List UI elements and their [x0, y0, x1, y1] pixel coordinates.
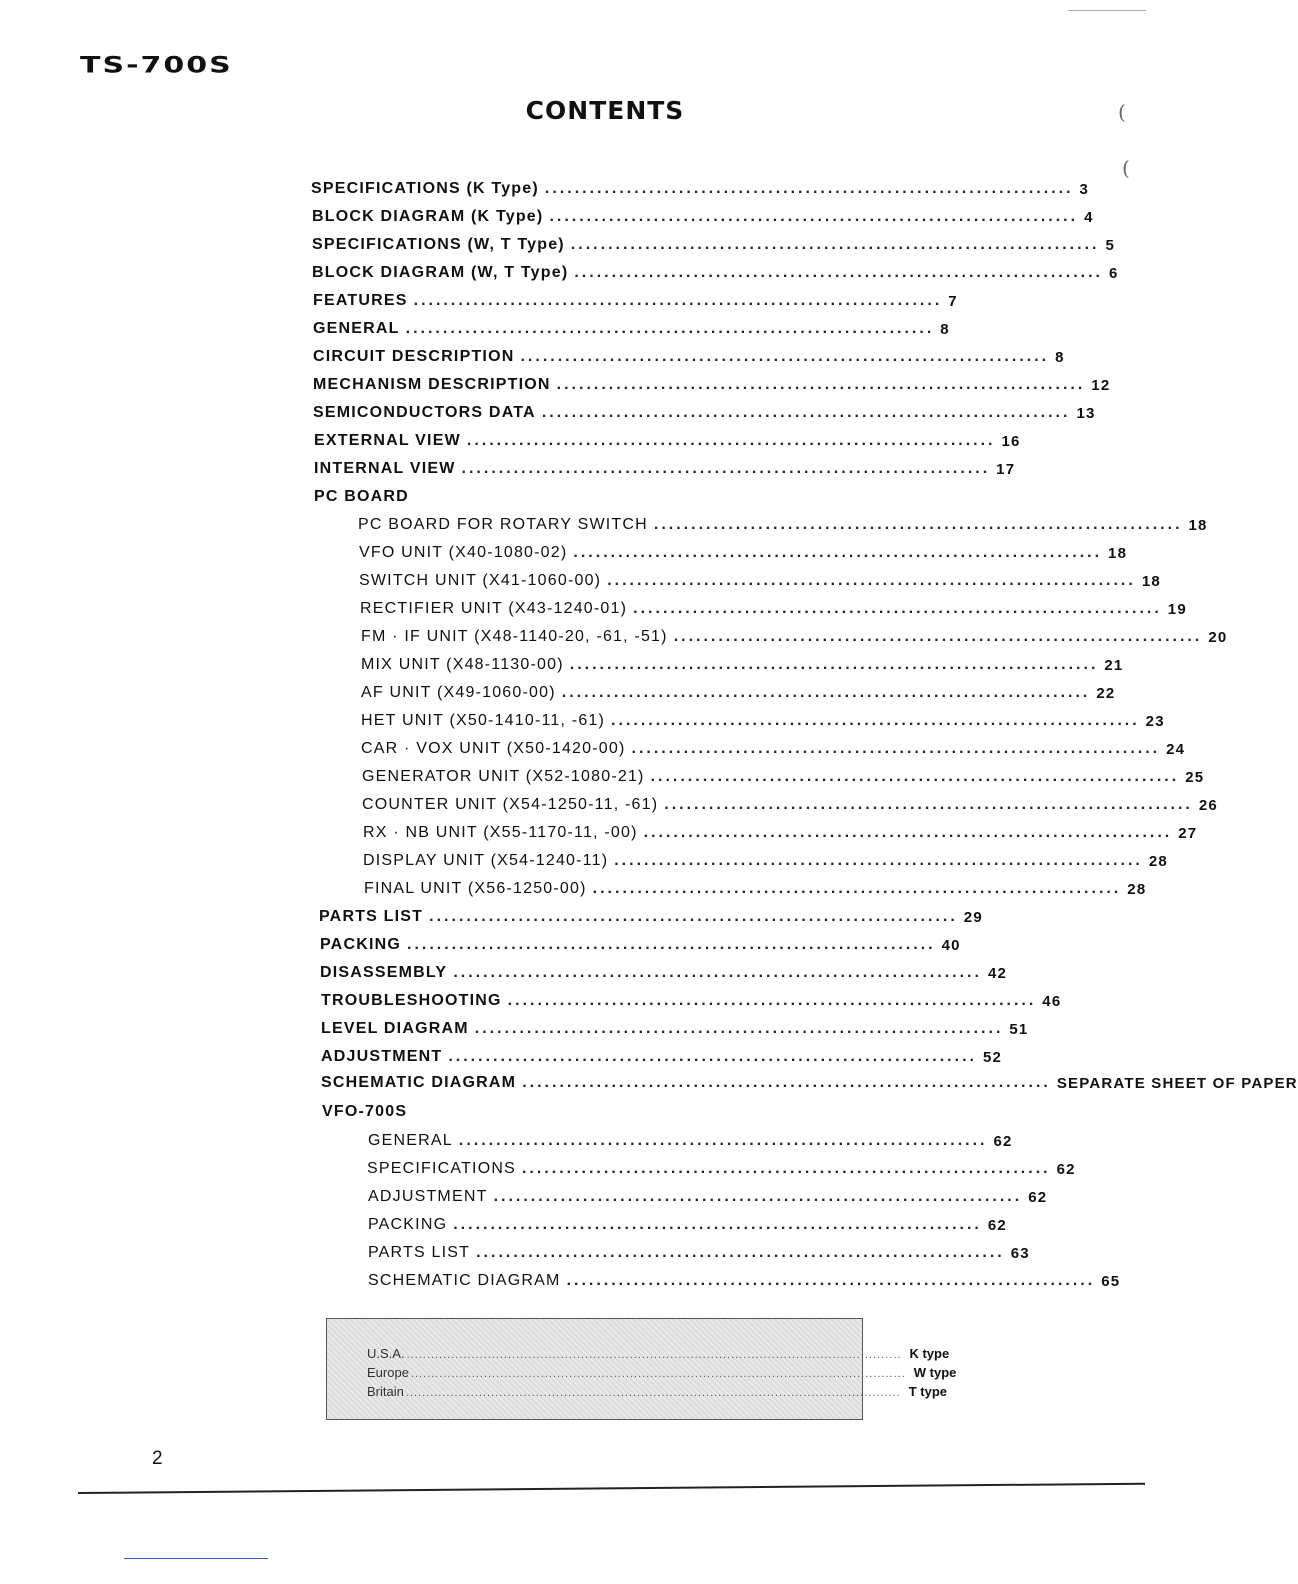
toc-subentry: FINAL UNIT (X56-1250-00) ....................................................................... 28: [364, 880, 1147, 898]
toc-subentry: PACKING ....................................................................... 62: [368, 1216, 1007, 1234]
legend-row: Europe .......................................................................................................................... W type: [367, 1365, 957, 1380]
toc-subentry: SCHEMATIC DIAGRAM ....................................................................... 65: [368, 1272, 1121, 1290]
toc-entry: BLOCK DIAGRAM (W, T Type) ....................................................................... 6: [312, 264, 1119, 282]
toc-entry: INTERNAL VIEW ....................................................................... 17: [314, 460, 1016, 478]
toc-subentry: PC BOARD FOR ROTARY SWITCH ....................................................................... 18: [358, 516, 1208, 534]
toc-entry: EXTERNAL VIEW ....................................................................... 16: [314, 432, 1021, 450]
type-legend-box: [326, 1318, 957, 1420]
toc-subentry: COUNTER UNIT (X54-1250-11, -61) ....................................................................... 26: [362, 796, 1218, 814]
legend-row: U.S.A. .......................................................................................................................... K type: [367, 1346, 950, 1361]
toc-entry: MECHANISM DESCRIPTION ....................................................................... 12: [313, 376, 1111, 394]
toc-subentry: SWITCH UNIT (X41-1060-00) ....................................................................... 18: [359, 572, 1161, 590]
toc-entry: SPECIFICATIONS (W, T Type) ....................................................................... 5: [312, 236, 1116, 254]
margin-mark: (: [1118, 100, 1126, 124]
toc-subentry: DISPLAY UNIT (X54-1240-11) ....................................................................... 28: [363, 852, 1168, 870]
toc-subentry: MIX UNIT (X48-1130-00) ....................................................................... 21: [361, 656, 1124, 674]
toc-entry: FEATURES ....................................................................... 7: [313, 292, 958, 310]
toc-subentry: SPECIFICATIONS ....................................................................... 62: [367, 1160, 1076, 1178]
toc-subentry: RX · NB UNIT (X55-1170-11, -00) ....................................................................... 27: [363, 824, 1198, 842]
toc-entry: ADJUSTMENT ....................................................................... 52: [321, 1048, 1003, 1066]
legend-row: Britain .......................................................................................................................... T type: [367, 1384, 948, 1399]
toc-subentry: RECTIFIER UNIT (X43-1240-01) ....................................................................... 19: [360, 600, 1187, 618]
scan-edge-line: [124, 1558, 268, 1559]
page-number: 2: [152, 1448, 163, 1469]
toc-entry: SEMICONDUCTORS DATA ....................................................................... 13: [313, 404, 1096, 422]
toc-entry: DISASSEMBLY ....................................................................... 42: [320, 964, 1008, 982]
toc-entry: SPECIFICATIONS (K Type) ....................................................................... 3: [311, 180, 1090, 198]
page-title: CONTENTS: [525, 96, 685, 125]
toc-entry: PARTS LIST ....................................................................... 29: [319, 908, 983, 926]
toc-subentry: FM · IF UNIT (X48-1140-20, -61, -51) ....................................................................... 20: [361, 628, 1228, 646]
toc-entry: TROUBLESHOOTING ....................................................................... 46: [321, 992, 1062, 1010]
toc-subentry: HET UNIT (X50-1410-11, -61) ....................................................................... 23: [361, 712, 1165, 730]
toc-subentry: CAR · VOX UNIT (X50-1420-00) ....................................................................... 24: [361, 740, 1186, 758]
toc-entry: LEVEL DIAGRAM ....................................................................... 51: [321, 1020, 1029, 1038]
toc-subentry: GENERATOR UNIT (X52-1080-21) ....................................................................... 25: [362, 768, 1205, 786]
toc-entry: SCHEMATIC DIAGRAM ....................................................................... SEPARATE SHEET OF PAPER: [321, 1074, 1298, 1092]
toc-subentry: AF UNIT (X49-1060-00) ....................................................................... 22: [361, 684, 1116, 702]
toc-subentry: PARTS LIST ....................................................................... 63: [368, 1244, 1030, 1262]
toc-entry: BLOCK DIAGRAM (K Type) ....................................................................... 4: [312, 208, 1094, 226]
top-rule: [1068, 10, 1146, 11]
model-code: TS-700S: [80, 52, 233, 79]
toc-entry: PACKING ....................................................................... 40: [320, 936, 961, 954]
toc-subentry: ADJUSTMENT ....................................................................... 62: [368, 1188, 1048, 1206]
margin-mark: (: [1122, 156, 1130, 180]
section-heading-pc-board: PC BOARD: [314, 488, 409, 505]
toc-subentry: GENERAL ....................................................................... 62: [368, 1132, 1013, 1150]
toc-entry: CIRCUIT DESCRIPTION ....................................................................... 8: [313, 348, 1065, 366]
toc-subentry: VFO UNIT (X40-1080-02) ....................................................................... 18: [359, 544, 1128, 562]
bottom-rule: [78, 1483, 1145, 1494]
section-heading-vfo: VFO-700S: [322, 1103, 408, 1120]
toc-entry: GENERAL ....................................................................... 8: [313, 320, 950, 338]
